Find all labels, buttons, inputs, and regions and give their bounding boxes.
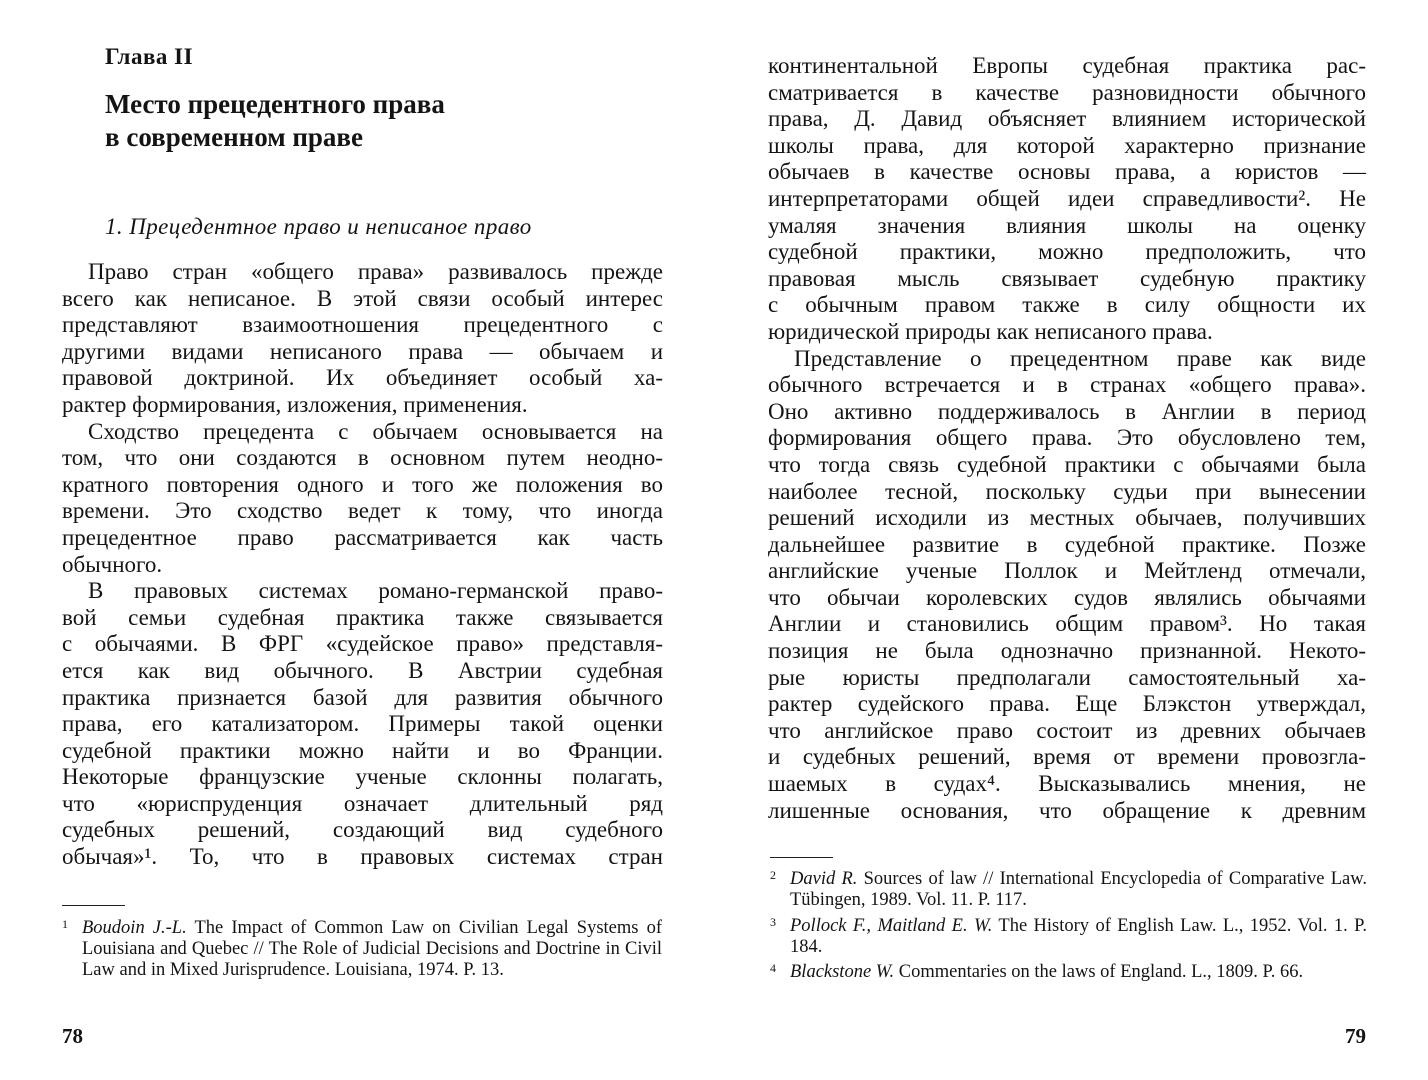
footnote	[770, 868, 1368, 911]
footnote	[62, 917, 662, 981]
text-line: наиболее тесной, поскольку судьи при вынесении	[768, 478, 1366, 504]
text-line: Оно активно поддерживалось в Англии в период	[768, 398, 1366, 424]
page-number: 79	[1345, 1024, 1366, 1048]
footnote-author: Pollock F., Maitland E. W.	[790, 916, 993, 936]
section-heading: 1. Прецедентное право и неписаное право	[105, 214, 532, 239]
chapter-title-line: в современном праве	[105, 122, 363, 152]
footnote-number: 3	[770, 915, 776, 929]
text-line: дальнейшее развитие в судебной практике. Позже	[768, 531, 1366, 557]
footnote	[770, 915, 1368, 958]
text-line: обычного.	[62, 551, 163, 577]
text-line: судебных решений, создающий вид судебного	[62, 817, 663, 843]
text-line: с обычаями. В ФРГ «судейское право» представля-	[62, 631, 663, 657]
footnote-author: Boudoin J.-L.	[82, 918, 187, 938]
text-line: всего как неписаное. В этой связи особый интерес	[62, 285, 663, 311]
footnote-number: 1	[62, 917, 68, 931]
text-line: решений исходили из местных обычаев, получивших	[768, 505, 1366, 531]
text-line: шаемых в судах⁴. Высказывались мнения, не	[768, 771, 1366, 797]
text-line: судебной практики, можно предположить, что	[768, 239, 1366, 265]
text-line: прецедентное право рассматривается как часть	[62, 524, 663, 550]
text-line: рактер формирования, изложения, применения.	[62, 391, 528, 417]
footnote-text: The Impact of Common Law on Civilian Legal Systems of Louisiana and Quebec // The Role of Judicial Decisions and Doctrine in Civil Law and in Mixed Jurisprudence. Louisiana, 1974. P. 13.	[82, 918, 662, 980]
text-line: права, его катализатором. Примеры такой оценки	[62, 711, 663, 737]
text-line: Сходство прецедента с обычаем основывается на	[88, 418, 663, 444]
text-line: английские ученые Поллок и Мейтленд отмечали,	[768, 558, 1366, 584]
text-line: интерпретаторами общей идеи справедливости². Не	[768, 185, 1366, 211]
text-line: правовая мысль связывает судебную практику	[768, 265, 1366, 291]
text-line: позиция не была однозначно признанной. Некото-	[768, 638, 1366, 664]
footnote-number: 4	[770, 961, 776, 975]
text-line: формирования общего права. Это обусловлено тем,	[768, 425, 1366, 451]
text-line: рактер судейского права. Еще Блэкстон утверждал,	[768, 691, 1366, 717]
text-line: представляют взаимоотношения прецедентного с	[62, 312, 663, 338]
paragraph	[768, 53, 1366, 346]
text-line: вой семьи судебная практика также связывается	[62, 604, 663, 630]
text-line: Представление о прецедентном праве как виде	[794, 345, 1366, 371]
paragraph	[62, 419, 663, 579]
footnote-text: The History of English Law. L., 1952. Vol. 1. P. 184.	[790, 916, 1368, 957]
paragraph	[62, 259, 663, 419]
body-text	[768, 53, 1366, 824]
text-line: что обычаи королевских судов являлись обычаями	[768, 584, 1366, 610]
text-line: практика признается базой для развития обычного	[62, 684, 663, 710]
footnote-divider	[62, 905, 125, 906]
text-line: школы права, для которой характерно признание	[768, 132, 1366, 158]
right-page	[714, 0, 1428, 1080]
footnote-divider	[770, 857, 833, 858]
text-line: Право стран «общего права» развивалось прежде	[88, 259, 663, 284]
text-line: обычного встречается и в странах «общего права».	[768, 372, 1366, 398]
text-line: права, Д. Давид объясняет влиянием исторической	[768, 106, 1366, 132]
text-line: лишенные основания, что обращение к древним	[768, 797, 1366, 823]
text-line: что английское право состоит из древних обычаев	[768, 717, 1366, 743]
text-line: юридической природы как неписаного права.	[768, 318, 1213, 344]
text-line: сматривается в качестве разновидности обычного	[768, 79, 1366, 105]
text-line: другими видами неписаного права — обычаем и	[62, 338, 663, 364]
text-line: ется как вид обычного. В Австрии судебная	[62, 657, 663, 683]
text-line: времени. Это сходство ведет к тому, что иногда	[62, 498, 663, 524]
paragraph	[768, 346, 1366, 825]
text-line: обычаев в качестве основы права, а юристов —	[768, 159, 1366, 185]
footnote-text: Sources of law // International Encyclopedia of Comparative Law. Tübingen, 1989. Vol. 11. P. 117.	[790, 869, 1368, 910]
text-line: рые юристы предполагали самостоятельный ха-	[768, 664, 1366, 690]
chapter-label: Глава II	[105, 44, 194, 69]
footnote-author: David R.	[790, 869, 858, 889]
text-line: кратного повторения одного и того же положения во	[62, 471, 663, 497]
paragraph	[62, 578, 663, 871]
text-line: умаляя значения влияния школы на оценку	[768, 212, 1366, 238]
text-line: обычая»¹. То, что в правовых системах стран	[62, 844, 663, 870]
footnote	[770, 961, 1367, 983]
chapter-title-line: Место прецедентного права	[105, 89, 445, 119]
footnote-text: Commentaries on the laws of England. L., 1809. P. 66.	[894, 962, 1304, 982]
footnote-author: Blackstone W.	[790, 962, 895, 982]
text-line: с обычным правом также в силу общности их	[768, 292, 1366, 318]
text-line: и судебных решений, время от времени провозгла-	[768, 744, 1366, 770]
text-line: континентальной Европы судебная практика рас-	[768, 53, 1366, 78]
text-line: Англии и становились общим правом³. Но такая	[768, 611, 1366, 637]
text-line: Некоторые французские ученые склонны полагать,	[62, 764, 663, 790]
body-text	[62, 259, 663, 871]
footnote-number: 2	[770, 868, 776, 882]
page-number: 78	[62, 1024, 83, 1048]
text-line: судебной практики можно найти и во Франции.	[62, 737, 663, 763]
text-line: что «юриспруденция означает длительный ряд	[62, 790, 663, 816]
text-line: В правовых системах романо-германской право-	[88, 578, 663, 604]
chapter-title	[105, 88, 445, 154]
text-line: правовой доктриной. Их объединяет особый ха-	[62, 365, 663, 391]
text-line: том, что они создаются в основном путем неодно-	[62, 445, 663, 471]
text-line: что тогда связь судебной практики с обычаями была	[768, 451, 1366, 477]
